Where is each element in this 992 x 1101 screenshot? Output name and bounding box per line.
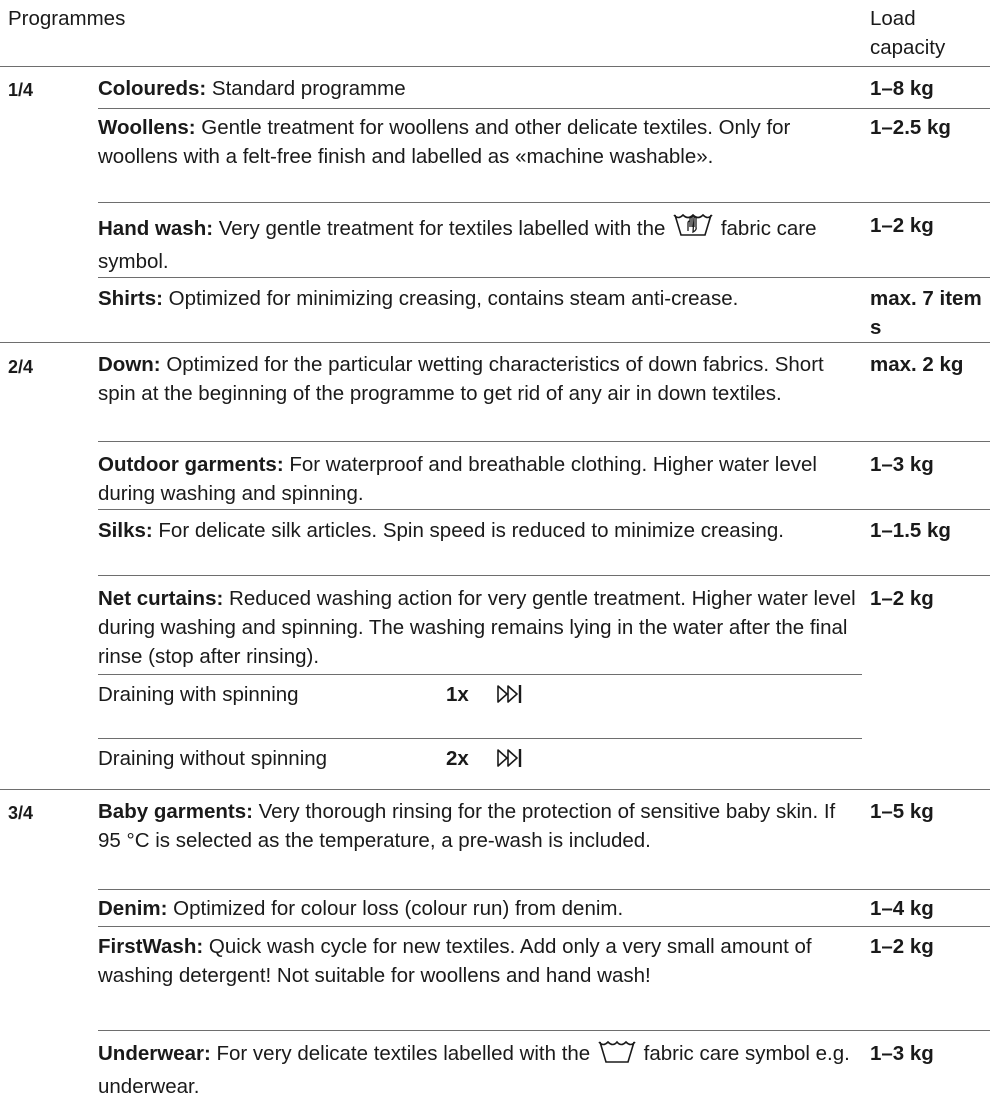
group-label: 3/4	[8, 803, 34, 823]
table-header	[0, 0, 992, 66]
divider	[98, 509, 990, 510]
programme-description: Hand wash: Very gentle treatment for textiles labelled with the fabric care symbol.	[98, 211, 858, 276]
drain-option-row	[98, 680, 862, 720]
programme-name: Underwear:	[98, 1042, 211, 1065]
divider	[98, 441, 990, 442]
hand-wash-basin-icon	[673, 211, 713, 247]
divider	[98, 202, 990, 203]
programmes-column-header: Programmes	[8, 7, 126, 30]
load-capacity-value: 1–8 kg	[870, 77, 934, 100]
programme-name: Coloureds:	[98, 77, 207, 100]
programme-description: Denim: Optimized for colour loss (colour run) from denim.	[98, 897, 624, 920]
programme-description: FirstWash: Quick wash cycle for new textiles. Add only a very small amount of washing detergent! Not suitable for woollens and hand wash!	[98, 935, 812, 987]
divider	[0, 66, 990, 67]
programme-name: Shirts:	[98, 287, 163, 310]
programme-description: Net curtains: Reduced washing action for very gentle treatment. Higher water level during washing and spinning. The washing remains lying in the water after the final rinse (stop after rinsing).	[98, 587, 856, 668]
load-capacity-column-header: Load capacity	[870, 7, 946, 59]
drain-option-label: Draining with spinning	[98, 683, 299, 706]
programme-name: FirstWash:	[98, 935, 204, 958]
divider	[98, 889, 990, 890]
divider	[98, 926, 990, 927]
programme-name: Outdoor garments:	[98, 453, 284, 476]
press-count: 1x	[446, 683, 469, 706]
group-label: 2/4	[8, 357, 34, 377]
programme-description: Down: Optimized for the particular wetting characteristics of down fabrics. Short spin at the beginning of the programme to get rid of any air in down textiles.	[98, 353, 824, 405]
divider	[98, 738, 862, 739]
load-capacity-value: 1–2 kg	[870, 214, 934, 237]
load-capacity-value: max. 2 kg	[870, 353, 964, 376]
divider	[98, 277, 990, 278]
load-capacity-value: 1–4 kg	[870, 897, 934, 920]
programme-description: Coloureds: Standard programme	[98, 77, 406, 100]
press-count: 2x	[446, 747, 469, 770]
load-capacity-value: 1–3 kg	[870, 1042, 934, 1065]
load-capacity-value: max. 7 items	[870, 287, 982, 339]
divider	[98, 575, 990, 576]
load-capacity-value: 1–1.5 kg	[870, 519, 951, 542]
programme-description: Woollens: Gentle treatment for woollens and other delicate textiles. Only for woollens with a felt-free finish and labelled as «machine washable».	[98, 116, 791, 168]
drain-option-label: Draining without spinning	[98, 747, 328, 770]
programme-name: Baby garments:	[98, 800, 253, 823]
divider	[98, 674, 862, 675]
drain-option-row	[98, 744, 862, 784]
basin-icon	[598, 1040, 636, 1072]
skip-forward-icon	[496, 683, 526, 713]
load-capacity-value: 1–2.5 kg	[870, 116, 951, 139]
programme-description: Shirts: Optimized for minimizing creasing, contains steam anti-crease.	[98, 287, 739, 310]
programme-name: Down:	[98, 353, 161, 376]
programme-description: Outdoor garments: For waterproof and breathable clothing. Higher water level during washing and spinning.	[98, 453, 817, 505]
skip-forward-icon	[496, 747, 526, 777]
programme-name: Denim:	[98, 897, 168, 920]
divider	[98, 108, 990, 109]
divider	[0, 342, 990, 343]
programme-description: Silks: For delicate silk articles. Spin speed is reduced to minimize creasing.	[98, 519, 784, 542]
group-label: 1/4	[8, 80, 34, 100]
programme-name: Net curtains:	[98, 587, 224, 610]
programme-name: Hand wash:	[98, 217, 214, 240]
programme-description: Underwear: For very delicate textiles labelled with the fabric care symbol e.g. underwear.	[98, 1042, 850, 1098]
load-capacity-value: 1–2 kg	[870, 935, 934, 958]
divider	[0, 789, 990, 790]
programme-name: Silks:	[98, 519, 153, 542]
programme-description: Baby garments: Very thorough rinsing for the protection of sensitive baby skin. If 95 °C is selected as the temperature, a pre-wash is included.	[98, 800, 836, 852]
programme-name: Woollens:	[98, 116, 196, 139]
load-capacity-value: 1–3 kg	[870, 453, 934, 476]
load-capacity-value: 1–2 kg	[870, 587, 934, 610]
divider	[98, 1030, 990, 1031]
load-capacity-value: 1–5 kg	[870, 800, 934, 823]
